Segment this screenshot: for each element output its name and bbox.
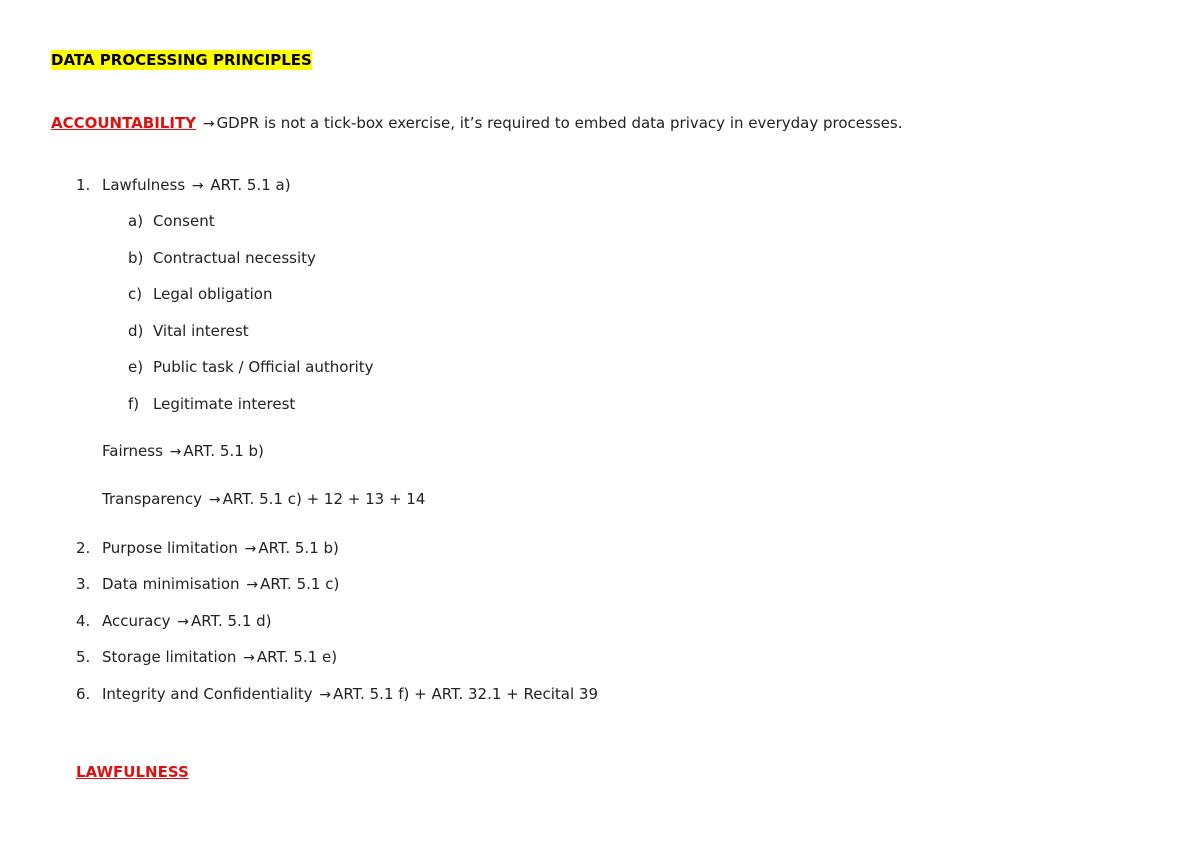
principle-label: Lawfulness xyxy=(102,176,186,194)
list-marker: a) xyxy=(128,212,144,230)
transparency-line xyxy=(102,489,425,510)
principle-item-1 xyxy=(76,175,291,196)
principle-ref: ART. 5.1 c) xyxy=(260,575,340,593)
principle-item-3 xyxy=(76,574,339,595)
fairness-line xyxy=(102,441,264,462)
lawfulness-heading xyxy=(76,762,189,782)
arrow-icon: → xyxy=(177,614,189,630)
principle-label: Accuracy xyxy=(102,612,171,630)
lawful-basis-item-d xyxy=(128,321,249,341)
lawful-basis-label: Consent xyxy=(153,212,215,230)
list-marker: c) xyxy=(128,285,143,303)
lawful-basis-label: Public task / Official authority xyxy=(153,358,374,376)
list-number: 6. xyxy=(76,685,91,703)
lawful-basis-label: Contractual necessity xyxy=(153,249,316,267)
principle-item-4 xyxy=(76,611,272,632)
lawful-basis-label: Vital interest xyxy=(153,322,249,340)
lawful-basis-item-b xyxy=(128,248,316,268)
arrow-icon: → xyxy=(191,178,204,194)
arrow-icon: → xyxy=(243,650,255,666)
list-marker: d) xyxy=(128,322,144,340)
list-number: 2. xyxy=(76,539,91,557)
accountability-text: GDPR is not a tick-box exercise, it’s required to embed data privacy in everyday processes. xyxy=(216,114,903,132)
lawful-basis-label: Legal obligation xyxy=(153,285,273,303)
fairness-label: Fairness xyxy=(102,442,163,460)
lawful-basis-item-e xyxy=(128,357,374,377)
principle-label: Data minimisation xyxy=(102,575,240,593)
transparency-ref: ART. 5.1 c) + 12 + 13 + 14 xyxy=(222,490,426,508)
lawful-basis-item-c xyxy=(128,284,272,304)
accountability-line xyxy=(51,113,902,134)
lawful-basis-item-f xyxy=(128,394,295,414)
principle-item-2 xyxy=(76,538,339,559)
principle-label: Integrity and Confidentiality xyxy=(102,685,313,703)
accountability-heading: ACCOUNTABILITY xyxy=(51,114,197,132)
arrow-icon: → xyxy=(169,444,182,460)
principle-ref: ART. 5.1 d) xyxy=(191,612,272,630)
lawful-basis-item-a xyxy=(128,211,215,231)
list-number: 5. xyxy=(76,648,91,666)
list-marker: f) xyxy=(128,395,140,413)
list-marker: e) xyxy=(128,358,144,376)
principle-item-5 xyxy=(76,647,337,668)
arrow-icon: → xyxy=(208,492,221,508)
principle-label: Storage limitation xyxy=(102,648,237,666)
arrow-icon: → xyxy=(319,687,332,703)
page-title: DATA PROCESSING PRINCIPLES xyxy=(51,51,312,69)
principle-label: Purpose limitation xyxy=(102,539,238,557)
principle-ref: ART. 5.1 f) + ART. 32.1 + Recital 39 xyxy=(333,685,598,703)
lawfulness-heading-text: LAWFULNESS xyxy=(76,763,189,781)
list-marker: b) xyxy=(128,249,144,267)
principle-ref: ART. 5.1 e) xyxy=(256,648,338,666)
arrow-icon: → xyxy=(202,116,215,132)
arrow-icon: → xyxy=(244,541,257,557)
list-number: 4. xyxy=(76,612,91,630)
lawful-basis-label: Legitimate interest xyxy=(153,395,296,413)
list-number: 3. xyxy=(76,575,91,593)
transparency-label: Transparency xyxy=(102,490,203,508)
arrow-icon: → xyxy=(246,577,259,593)
list-number: 1. xyxy=(76,176,91,194)
fairness-ref: ART. 5.1 b) xyxy=(183,442,264,460)
principle-ref: ART. 5.1 b) xyxy=(258,539,339,557)
principle-item-6 xyxy=(76,684,598,705)
principle-ref: ART. 5.1 a) xyxy=(205,176,291,194)
